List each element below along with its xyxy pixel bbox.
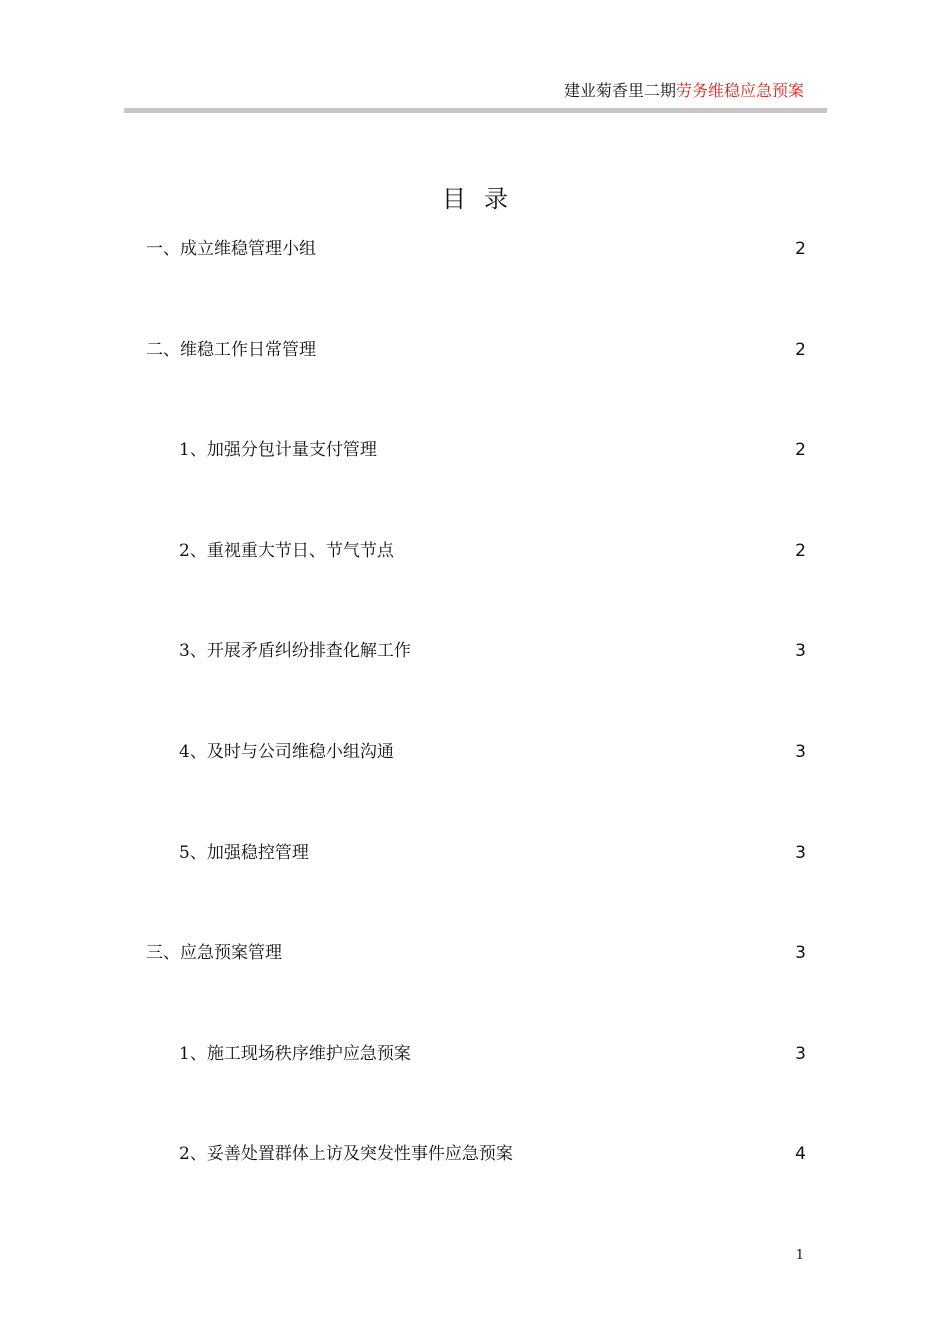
toc-entry-label: 二、维稳工作日常管理 <box>146 340 316 360</box>
toc-entry-label: 3、开展矛盾纠纷排查化解工作 <box>179 641 411 661</box>
header-project-name: 建业菊香里二期 <box>563 81 676 100</box>
toc-entry[interactable] <box>146 338 806 362</box>
toc-entry-page: 3 <box>795 1044 806 1064</box>
header-document-name: 劳务维稳应急预案 <box>675 81 804 100</box>
toc-entry[interactable] <box>179 639 806 663</box>
toc-entry-label: 一、成立维稳管理小组 <box>146 239 316 259</box>
toc-entry[interactable] <box>179 1142 806 1166</box>
toc-dot-leader <box>413 639 793 663</box>
toc-entry-page: 2 <box>795 340 806 360</box>
toc-entry[interactable] <box>179 438 806 462</box>
toc-entry[interactable] <box>179 539 806 563</box>
toc-entry[interactable] <box>179 841 806 865</box>
toc-entry[interactable] <box>146 941 806 965</box>
toc-dot-leader <box>318 237 793 261</box>
toc-entry-label: 4、及时与公司维稳小组沟通 <box>179 742 394 762</box>
toc-entry-page: 3 <box>795 641 806 661</box>
toc-entry-page: 3 <box>795 742 806 762</box>
toc-dot-leader <box>413 1042 793 1066</box>
toc-dot-leader <box>396 740 793 764</box>
toc-dot-leader <box>396 539 793 563</box>
toc-entry[interactable] <box>146 237 806 261</box>
toc-entry[interactable] <box>179 740 806 764</box>
header-divider <box>124 108 827 113</box>
toc-entry-page: 2 <box>795 440 806 460</box>
toc-dot-leader <box>318 338 793 362</box>
toc-entry-label: 2、重视重大节日、节气节点 <box>179 541 394 561</box>
toc-entry-label: 2、妥善处置群体上访及突发性事件应急预案 <box>179 1144 513 1164</box>
toc-entry-page: 4 <box>795 1144 806 1164</box>
toc-entry-page: 2 <box>795 541 806 561</box>
toc-dot-leader <box>311 841 793 865</box>
toc-entry-page: 2 <box>795 239 806 259</box>
toc-dot-leader <box>284 941 793 965</box>
toc-dot-leader <box>379 438 793 462</box>
toc-entry-page: 3 <box>795 843 806 863</box>
toc-title: 目录 <box>442 185 526 213</box>
toc-entry-page: 3 <box>795 943 806 963</box>
toc-entry-label: 5、加强稳控管理 <box>179 843 309 863</box>
page-number: 1 <box>795 1248 804 1263</box>
toc-entry-label: 1、施工现场秩序维护应急预案 <box>179 1044 411 1064</box>
toc-entry-label: 三、应急预案管理 <box>146 943 282 963</box>
toc-entry-label: 1、加强分包计量支付管理 <box>179 440 377 460</box>
page-header <box>564 80 804 102</box>
toc-dot-leader <box>515 1142 793 1166</box>
toc-entry[interactable] <box>179 1042 806 1066</box>
